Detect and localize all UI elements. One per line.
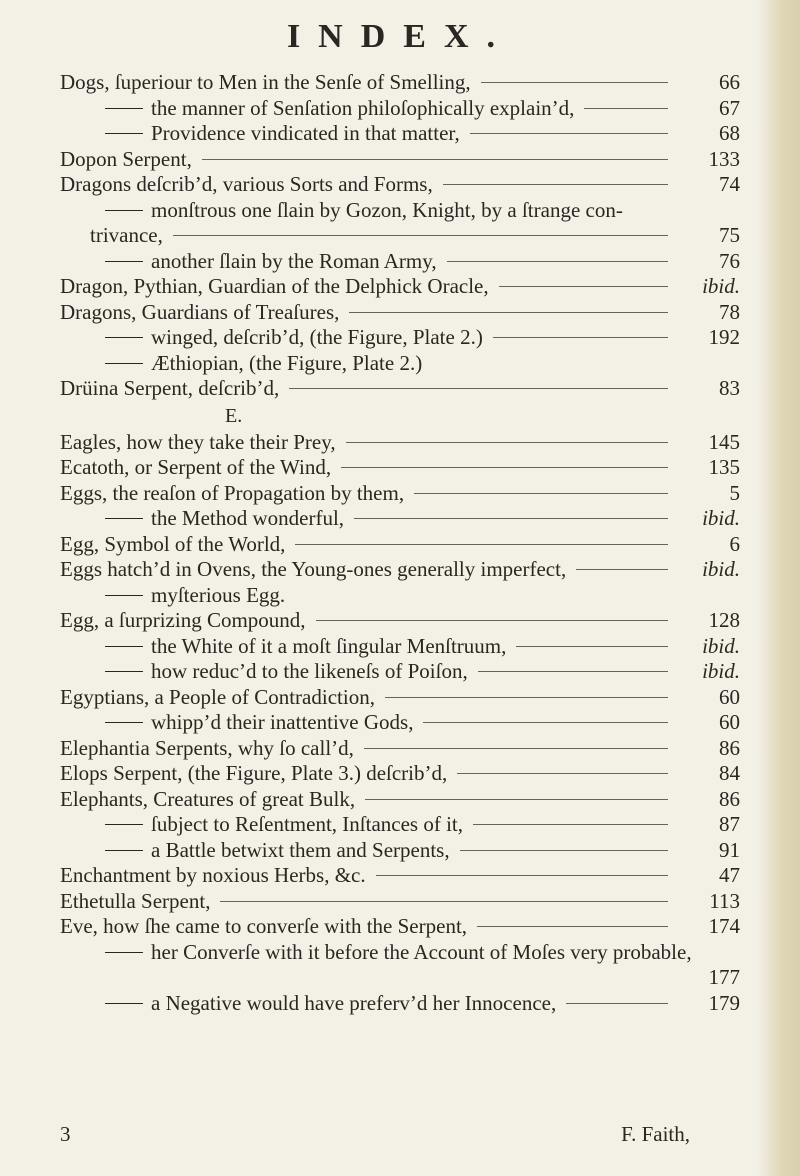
index-entry <box>60 70 740 96</box>
index-entry-text: whipp’d their inattentive Gods, <box>151 710 414 734</box>
section-letter: E. <box>225 404 243 427</box>
ditto-dash <box>105 646 143 647</box>
index-entry <box>60 532 740 558</box>
ditto-dash <box>105 595 143 596</box>
leader-rule <box>493 337 668 338</box>
page-edge-shading <box>758 0 800 1176</box>
index-entry-text: Dragon, Pythian, Guardian of the Delphick Oracle, <box>60 274 489 298</box>
leader-rule <box>447 261 668 262</box>
index-entry-page-ref: 91 <box>719 837 740 862</box>
leader-rule <box>473 824 668 825</box>
index-entry-text: Egyptians, a People of Contradiction, <box>60 684 375 709</box>
index-entry-text: trivance, <box>90 223 163 247</box>
catchword: F. Faith, <box>621 1122 690 1146</box>
leader-rule <box>516 646 668 647</box>
index-entry-text: Eve, how ſhe came to converſe with the Serpent, <box>60 914 468 938</box>
page-footer <box>60 1122 690 1147</box>
index-entry-page-ref: ibid. <box>702 659 740 683</box>
index-entry-page-ref: 192 <box>708 325 740 349</box>
index-entry-text: the manner of Senſation philoſophically explain’d, <box>151 95 575 120</box>
index-entry <box>60 249 740 275</box>
index-entry-text: Elops Serpent, (the Figure, Plate 3.) deſcrib’d, <box>60 761 448 785</box>
index-entry <box>60 300 740 326</box>
leader-rule <box>354 518 668 519</box>
index-entry <box>60 96 740 122</box>
index-entry <box>60 274 740 300</box>
index-entry <box>60 223 740 249</box>
index-entry-text: how reduc’d to the likeneſs of Poiſon, <box>151 659 468 683</box>
index-entry <box>60 787 740 813</box>
ditto-dash <box>105 1003 143 1004</box>
leader-rule <box>220 901 668 902</box>
index-entry-text: Providence vindicated in that matter, <box>151 121 460 145</box>
index-entry <box>60 685 740 711</box>
leader-rule <box>457 773 668 774</box>
index-entry-page-ref: 84 <box>719 761 740 785</box>
index-entry-page-ref: ibid. <box>702 506 740 530</box>
index-entry-text: Elephantia Serpents, why ſo call’d, <box>60 735 354 760</box>
leader-rule <box>346 442 668 443</box>
index-entry-page-ref: 135 <box>708 455 740 479</box>
index-entry <box>60 583 740 609</box>
index-entry-page-ref: 78 <box>719 299 740 324</box>
index-entry-text: Egg, Symbol of the World, <box>60 531 286 556</box>
index-entry-page-ref: 5 <box>729 480 740 505</box>
leader-rule <box>478 671 668 672</box>
index-entry <box>60 940 740 966</box>
index-entry-page-ref: 6 <box>729 531 740 556</box>
index-entry-page-ref: 83 <box>719 376 740 400</box>
index-entry-text: a Battle betwixt them and Serpents, <box>151 837 450 862</box>
index-entry-text: the Method wonderful, <box>151 506 345 530</box>
index-entry-text: Drüina Serpent, deſcrib’d, <box>60 376 280 400</box>
index-entry-page-ref: 86 <box>719 735 740 760</box>
index-entry <box>60 481 740 507</box>
index-entry-text: another ſlain by the Roman Army, <box>151 248 437 273</box>
index-entry-text: Æthiopian, (the Figure, Plate 2.) <box>151 350 423 375</box>
index-entry-page-ref: 68 <box>719 121 740 145</box>
index-entry-page-ref: 60 <box>719 684 740 709</box>
index-entry <box>60 863 740 889</box>
ditto-dash <box>105 337 143 338</box>
ditto-dash <box>105 952 143 953</box>
index-entry-page-ref: 60 <box>719 710 740 734</box>
index-entry <box>60 889 740 915</box>
index-entry-page-ref: 113 <box>709 888 740 913</box>
leader-rule <box>364 748 668 749</box>
ditto-dash <box>105 671 143 672</box>
index-entry <box>60 455 740 481</box>
leader-rule <box>481 82 668 83</box>
index-entry-page-ref: 87 <box>719 812 740 836</box>
index-entry-text: myſterious Egg. <box>151 582 286 607</box>
ditto-dash <box>105 133 143 134</box>
index-entry-text: Elephants, Creatures of great Bulk, <box>60 786 356 811</box>
index-entry <box>60 557 740 583</box>
index-entry <box>60 914 740 940</box>
index-entry-page-ref: 145 <box>708 429 740 454</box>
index-entry <box>60 710 740 736</box>
index-entry-text: Ethetulla Serpent, <box>60 888 211 913</box>
index-entry <box>60 147 740 173</box>
index-entry <box>60 812 740 838</box>
leader-rule <box>385 697 668 698</box>
ditto-dash <box>105 261 143 262</box>
leader-rule <box>499 286 668 287</box>
index-entry <box>60 659 740 685</box>
leader-rule <box>289 388 668 389</box>
leader-rule <box>173 235 668 236</box>
index-entry <box>60 351 740 377</box>
leader-rule <box>341 467 668 468</box>
index-entry-text: Eggs, the reaſon of Propagation by them, <box>60 480 405 505</box>
leader-rule <box>566 1003 668 1004</box>
index-entry <box>60 325 740 351</box>
index-entry-page-ref: 174 <box>708 914 740 938</box>
index-entry-page-ref: 179 <box>708 990 740 1015</box>
index-entry-page-ref: 128 <box>708 608 740 632</box>
index-entry-page-ref: ibid. <box>702 633 740 658</box>
index-entries <box>60 70 740 1016</box>
leader-rule <box>423 722 668 723</box>
index-entry <box>60 634 740 660</box>
index-entry-page-ref: 67 <box>719 95 740 120</box>
index-entry <box>60 608 740 634</box>
index-entry-page-ref: ibid. <box>702 274 740 298</box>
index-entry-text: Eggs hatch’d in Ovens, the Young-ones generally imperfect, <box>60 557 567 581</box>
index-entry <box>60 121 740 147</box>
index-entry <box>60 430 740 456</box>
index-entry-text: Ecatoth, or Serpent of the Wind, <box>60 455 332 479</box>
index-entry-page-ref: 177 <box>708 965 740 989</box>
leader-rule <box>349 312 668 313</box>
index-entry <box>60 198 740 224</box>
index-entry-page-ref: 47 <box>719 863 740 887</box>
index-entry-text: Dopon Serpent, <box>60 146 192 171</box>
index-entry <box>60 838 740 864</box>
index-entry-text: ſubject to Reſentment, Inſtances of it, <box>151 812 463 836</box>
running-head: INDEX. <box>286 18 514 55</box>
index-entry-page-ref: 86 <box>719 786 740 811</box>
index-entry-text: Dragons, Guardians of Treaſures, <box>60 299 340 324</box>
leader-rule <box>316 620 668 621</box>
index-entry <box>60 736 740 762</box>
index-entry <box>60 761 740 787</box>
leader-rule <box>376 875 668 876</box>
leader-rule <box>443 184 668 185</box>
leader-rule <box>477 926 668 927</box>
index-entry-page-ref: 76 <box>719 248 740 273</box>
leader-rule <box>365 799 668 800</box>
index-entry-page-ref: 133 <box>708 146 740 171</box>
index-entry-text: Enchantment by noxious Herbs, &c. <box>60 863 366 887</box>
ditto-dash <box>105 210 143 211</box>
index-entry <box>60 172 740 198</box>
leader-rule <box>414 493 668 494</box>
index-entry-text: winged, deſcrib’d, (the Figure, Plate 2.) <box>151 325 483 349</box>
leader-rule <box>584 108 668 109</box>
index-entry-text: the White of it a moſt ſingular Menſtruum, <box>151 633 507 658</box>
index-entry-text: Dragons deſcrib’d, various Sorts and Forms, <box>60 172 433 196</box>
ditto-dash <box>105 363 143 364</box>
leader-rule <box>202 159 668 160</box>
index-entry-text: her Converſe with it before the Account of Moſes very probable, <box>151 939 692 964</box>
index-entry <box>60 991 740 1017</box>
index-entry-text: monſtrous one ſlain by Gozon, Knight, by a ſtrange con- <box>151 197 623 222</box>
index-entry-page-ref: 74 <box>719 172 740 196</box>
index-entry-page-ref: 75 <box>719 223 740 247</box>
ditto-dash <box>105 722 143 723</box>
index-entry-text: Dogs, ſuperiour to Men in the Senſe of Smelling, <box>60 70 471 94</box>
leader-rule <box>576 569 668 570</box>
index-entry-text: a Negative would have preferv’d her Innocence, <box>151 990 557 1015</box>
index-entry-text: Eagles, how they take their Prey, <box>60 429 336 454</box>
leader-rule <box>295 544 668 545</box>
leader-rule <box>470 133 668 134</box>
index-entry <box>60 506 740 532</box>
ditto-dash <box>105 108 143 109</box>
index-entry <box>60 376 740 402</box>
ditto-dash <box>105 824 143 825</box>
ditto-dash <box>105 850 143 851</box>
index-entry-text: Egg, a ſurprizing Compound, <box>60 608 306 632</box>
index-entry-page-ref: ibid. <box>702 557 740 581</box>
index-entry-page-ref: 66 <box>719 70 740 94</box>
leader-rule <box>460 850 668 851</box>
ditto-dash <box>105 518 143 519</box>
signature-mark: 3 <box>60 1122 71 1146</box>
